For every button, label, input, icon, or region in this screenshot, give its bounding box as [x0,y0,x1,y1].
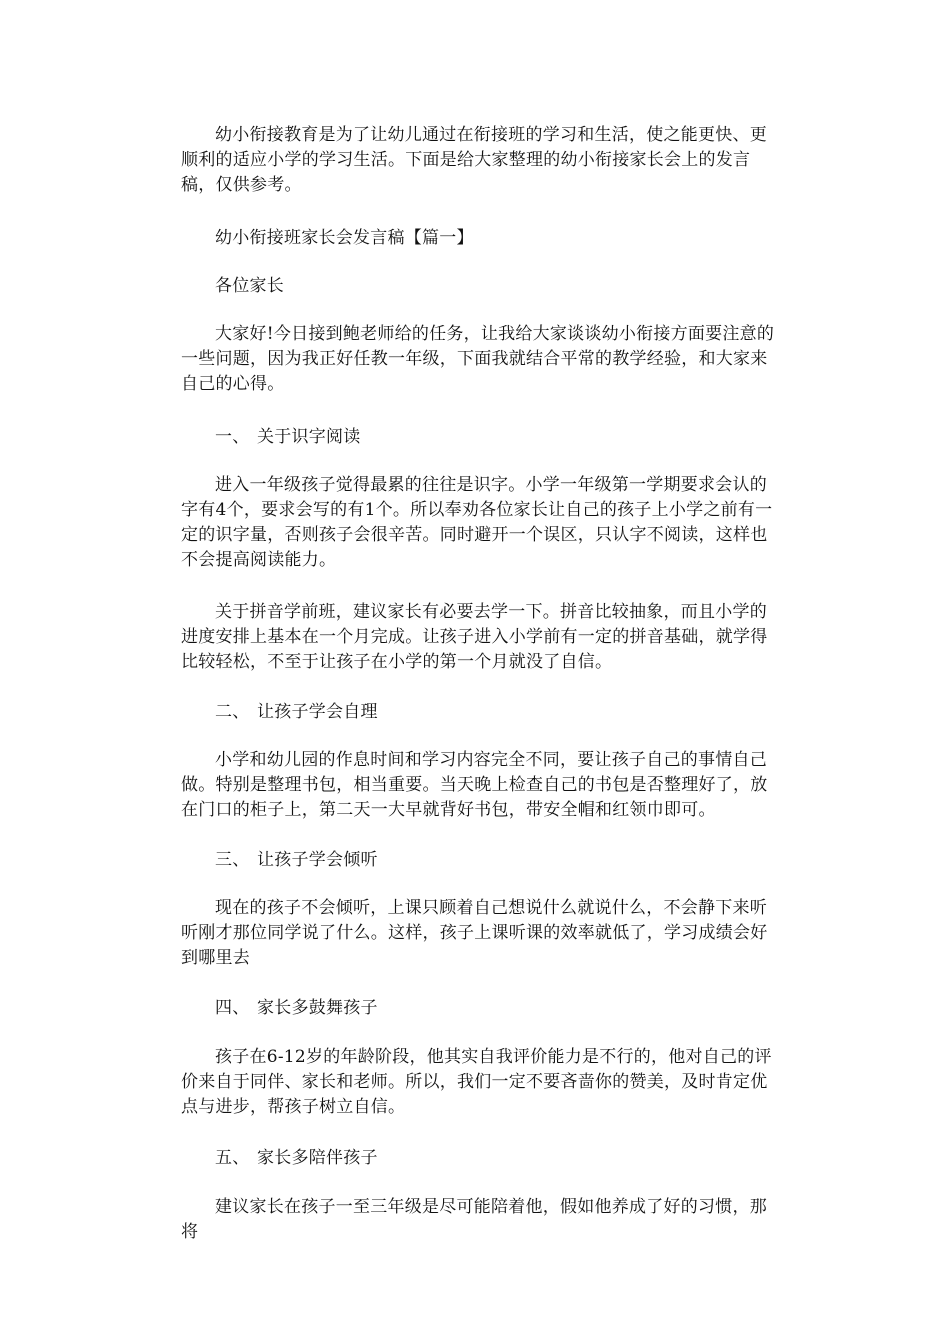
section-title: 幼小衔接班家长会发言稿【篇一】 [215,228,474,248]
point-4-number: 四、 [215,998,250,1018]
point-4-heading [215,996,781,1021]
point-2-number: 二、 [215,702,250,722]
point-5-title: 家长多陪伴孩子 [257,1148,378,1168]
point-1-paragraph-1: 进入一年级孩子觉得最累的往往是识字。小学一年级第一学期要求会认的字有4个，要求会写的有1个。所以奉劝各位家长让自己的孩子上小学之前有一定的识字量，否则孩子会很辛苦。同时避开一个误区，只认字不阅读，这样也不会提高阅读能力。 [181,475,773,570]
point-1-title: 关于识字阅读 [257,427,361,447]
point-3-paragraph-1: 现在的孩子不会倾听，上课只顾着自己想说什么就说什么，不会静下来听听刚才那位同学说了什么。这样，孩子上课听课的效率就低了，学习成绩会好到哪里去 [181,898,768,968]
salutation: 各位家长 [215,276,284,296]
point-2-title: 让孩子学会自理 [257,702,378,722]
point-1-paragraph-2: 关于拼音学前班，建议家长有必要去学一下。拼音比较抽象，而且小学的进度安排上基本在一个月完成。让孩子进入小学前有一定的拼音基础，就学得比较轻松，不至于让孩子在小学的第一个月就没了自信。 [181,602,768,672]
point-5-paragraph-1: 建议家长在孩子一至三年级是尽可能陪着他，假如他养成了好的习惯，那将 [181,1197,767,1242]
point-5-number: 五、 [215,1148,250,1168]
point-1-heading [215,425,781,450]
opening-paragraph: 大家好!今日接到鲍老师给的任务，让我给大家谈谈幼小衔接方面要注意的一些问题，因为我正好任教一年级，下面我就结合平常的教学经验，和大家来自己的心得。 [181,324,775,394]
point-4-paragraph-1: 孩子在6-12岁的年龄阶段，他其实自我评价能力是不行的，他对自己的评价来自于同伴、家长和老师。所以，我们一定不要吝啬你的赞美，及时肯定优点与进步，帮孩子树立自信。 [181,1047,772,1117]
point-2-paragraph-1: 小学和幼儿园的作息时间和学习内容完全不同，要让孩子自己的事情自己做。特别是整理书包，相当重要。当天晚上检查自己的书包是否整理好了，放在门口的柜子上，第二天一大早就背好书包，带安全帽和红领巾即可。 [181,750,768,820]
point-3-heading [215,848,781,873]
point-1-number: 一、 [215,427,250,447]
point-3-title: 让孩子学会倾听 [257,850,378,870]
point-3-number: 三、 [215,850,250,870]
point-5-heading [215,1146,781,1171]
point-2-heading [215,700,781,725]
point-4-title: 家长多鼓舞孩子 [257,998,378,1018]
intro-paragraph: 幼小衔接教育是为了让幼儿通过在衔接班的学习和生活，使之能更快、更顺利的适应小学的学习生活。下面是给大家整理的幼小衔接家长会上的发言稿，仅供参考。 [181,125,767,195]
